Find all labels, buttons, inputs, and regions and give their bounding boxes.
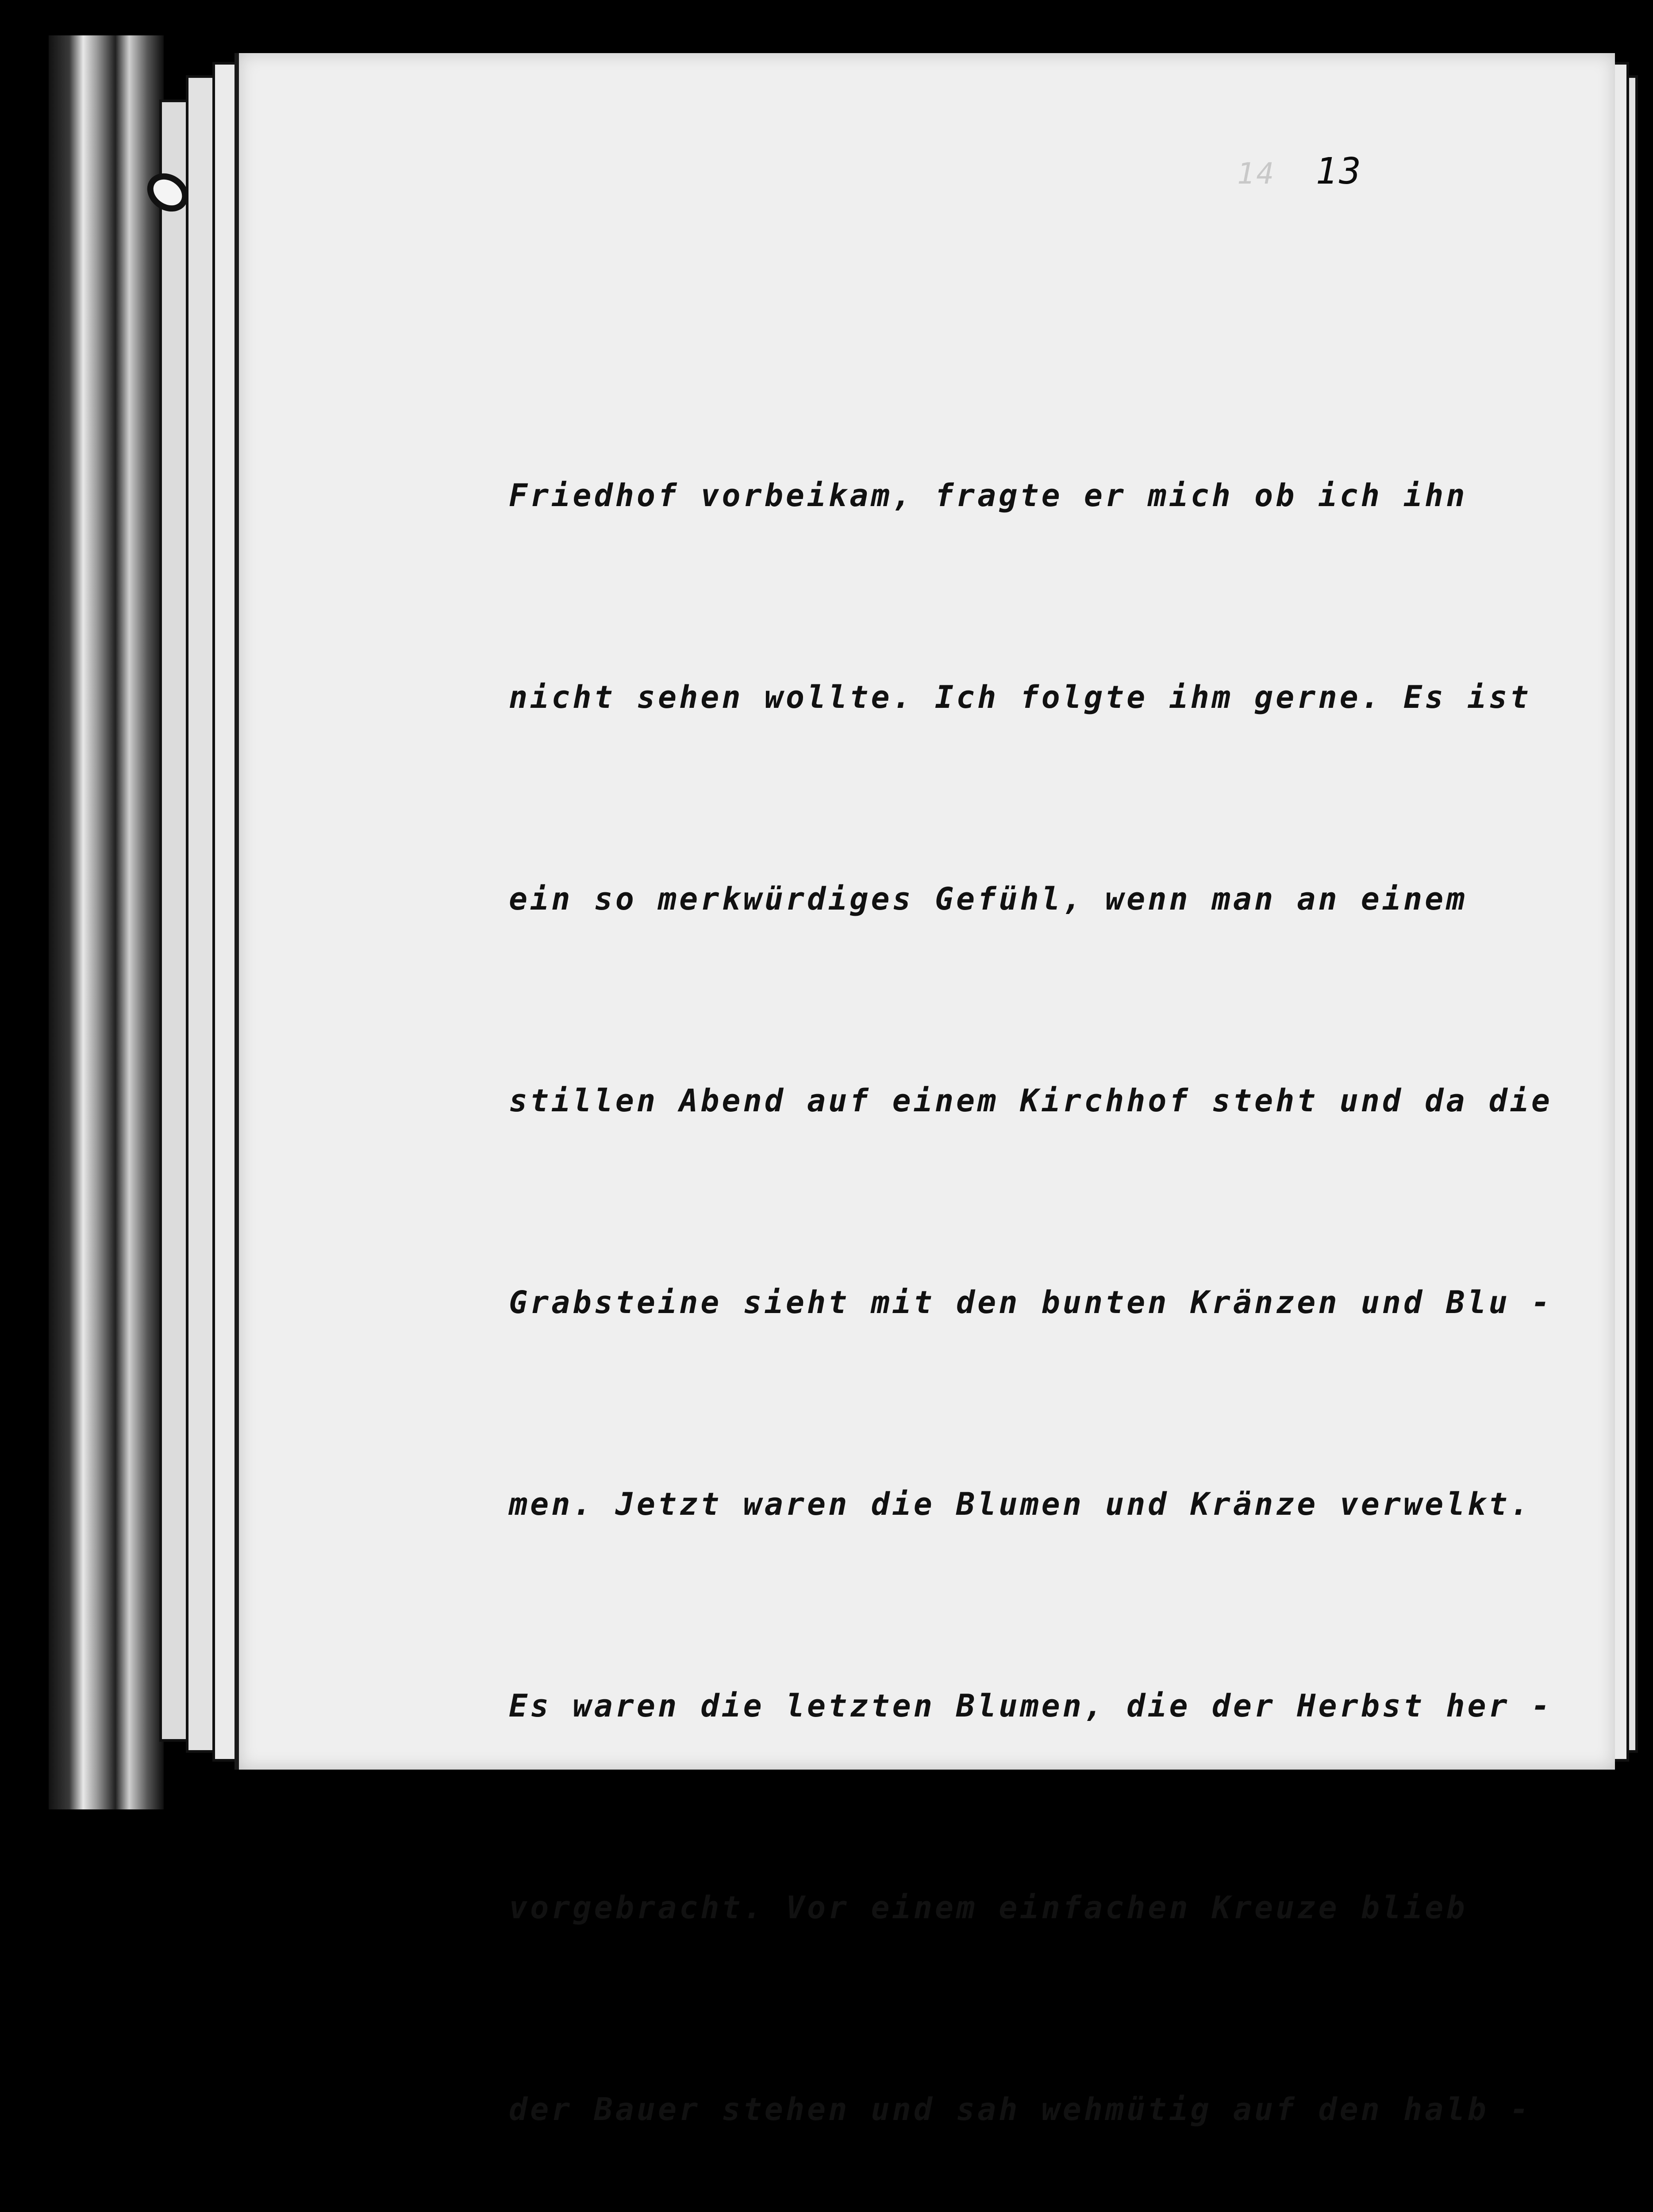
text-line: Friedhof vorbeikam, fragte er mich ob ich ihn — [509, 477, 1468, 514]
text-line: nicht sehen wollte. Ich folgte ihm gerne. Es ist — [509, 679, 1531, 715]
text-line: Es waren die letzten Blumen, die der Herbst her - — [509, 1688, 1553, 1724]
text-line: stillen Abend auf einem Kirchhof steht und da die — [509, 1083, 1553, 1119]
text-line: der Bauer stehen und sah wehmütig auf den halb - — [509, 2091, 1531, 2128]
text-line: men. Jetzt waren die Blumen und Kränze verwelkt. — [509, 1486, 1531, 1522]
page-number — [1159, 150, 1363, 192]
typed-text-body — [509, 327, 1571, 2212]
text-line: vorgebracht. Vor einem einfachen Kreuze blieb — [509, 1889, 1468, 1926]
text-line: Grabsteine sieht mit den bunten Kränzen und Blu - — [509, 1284, 1553, 1321]
faint-page-number: 14 — [1237, 157, 1276, 191]
binding-edge — [49, 35, 164, 1809]
text-line: ein so merkwürdiges Gefühl, wenn man an einem — [509, 881, 1468, 917]
page-number-value: 13 — [1315, 150, 1363, 192]
